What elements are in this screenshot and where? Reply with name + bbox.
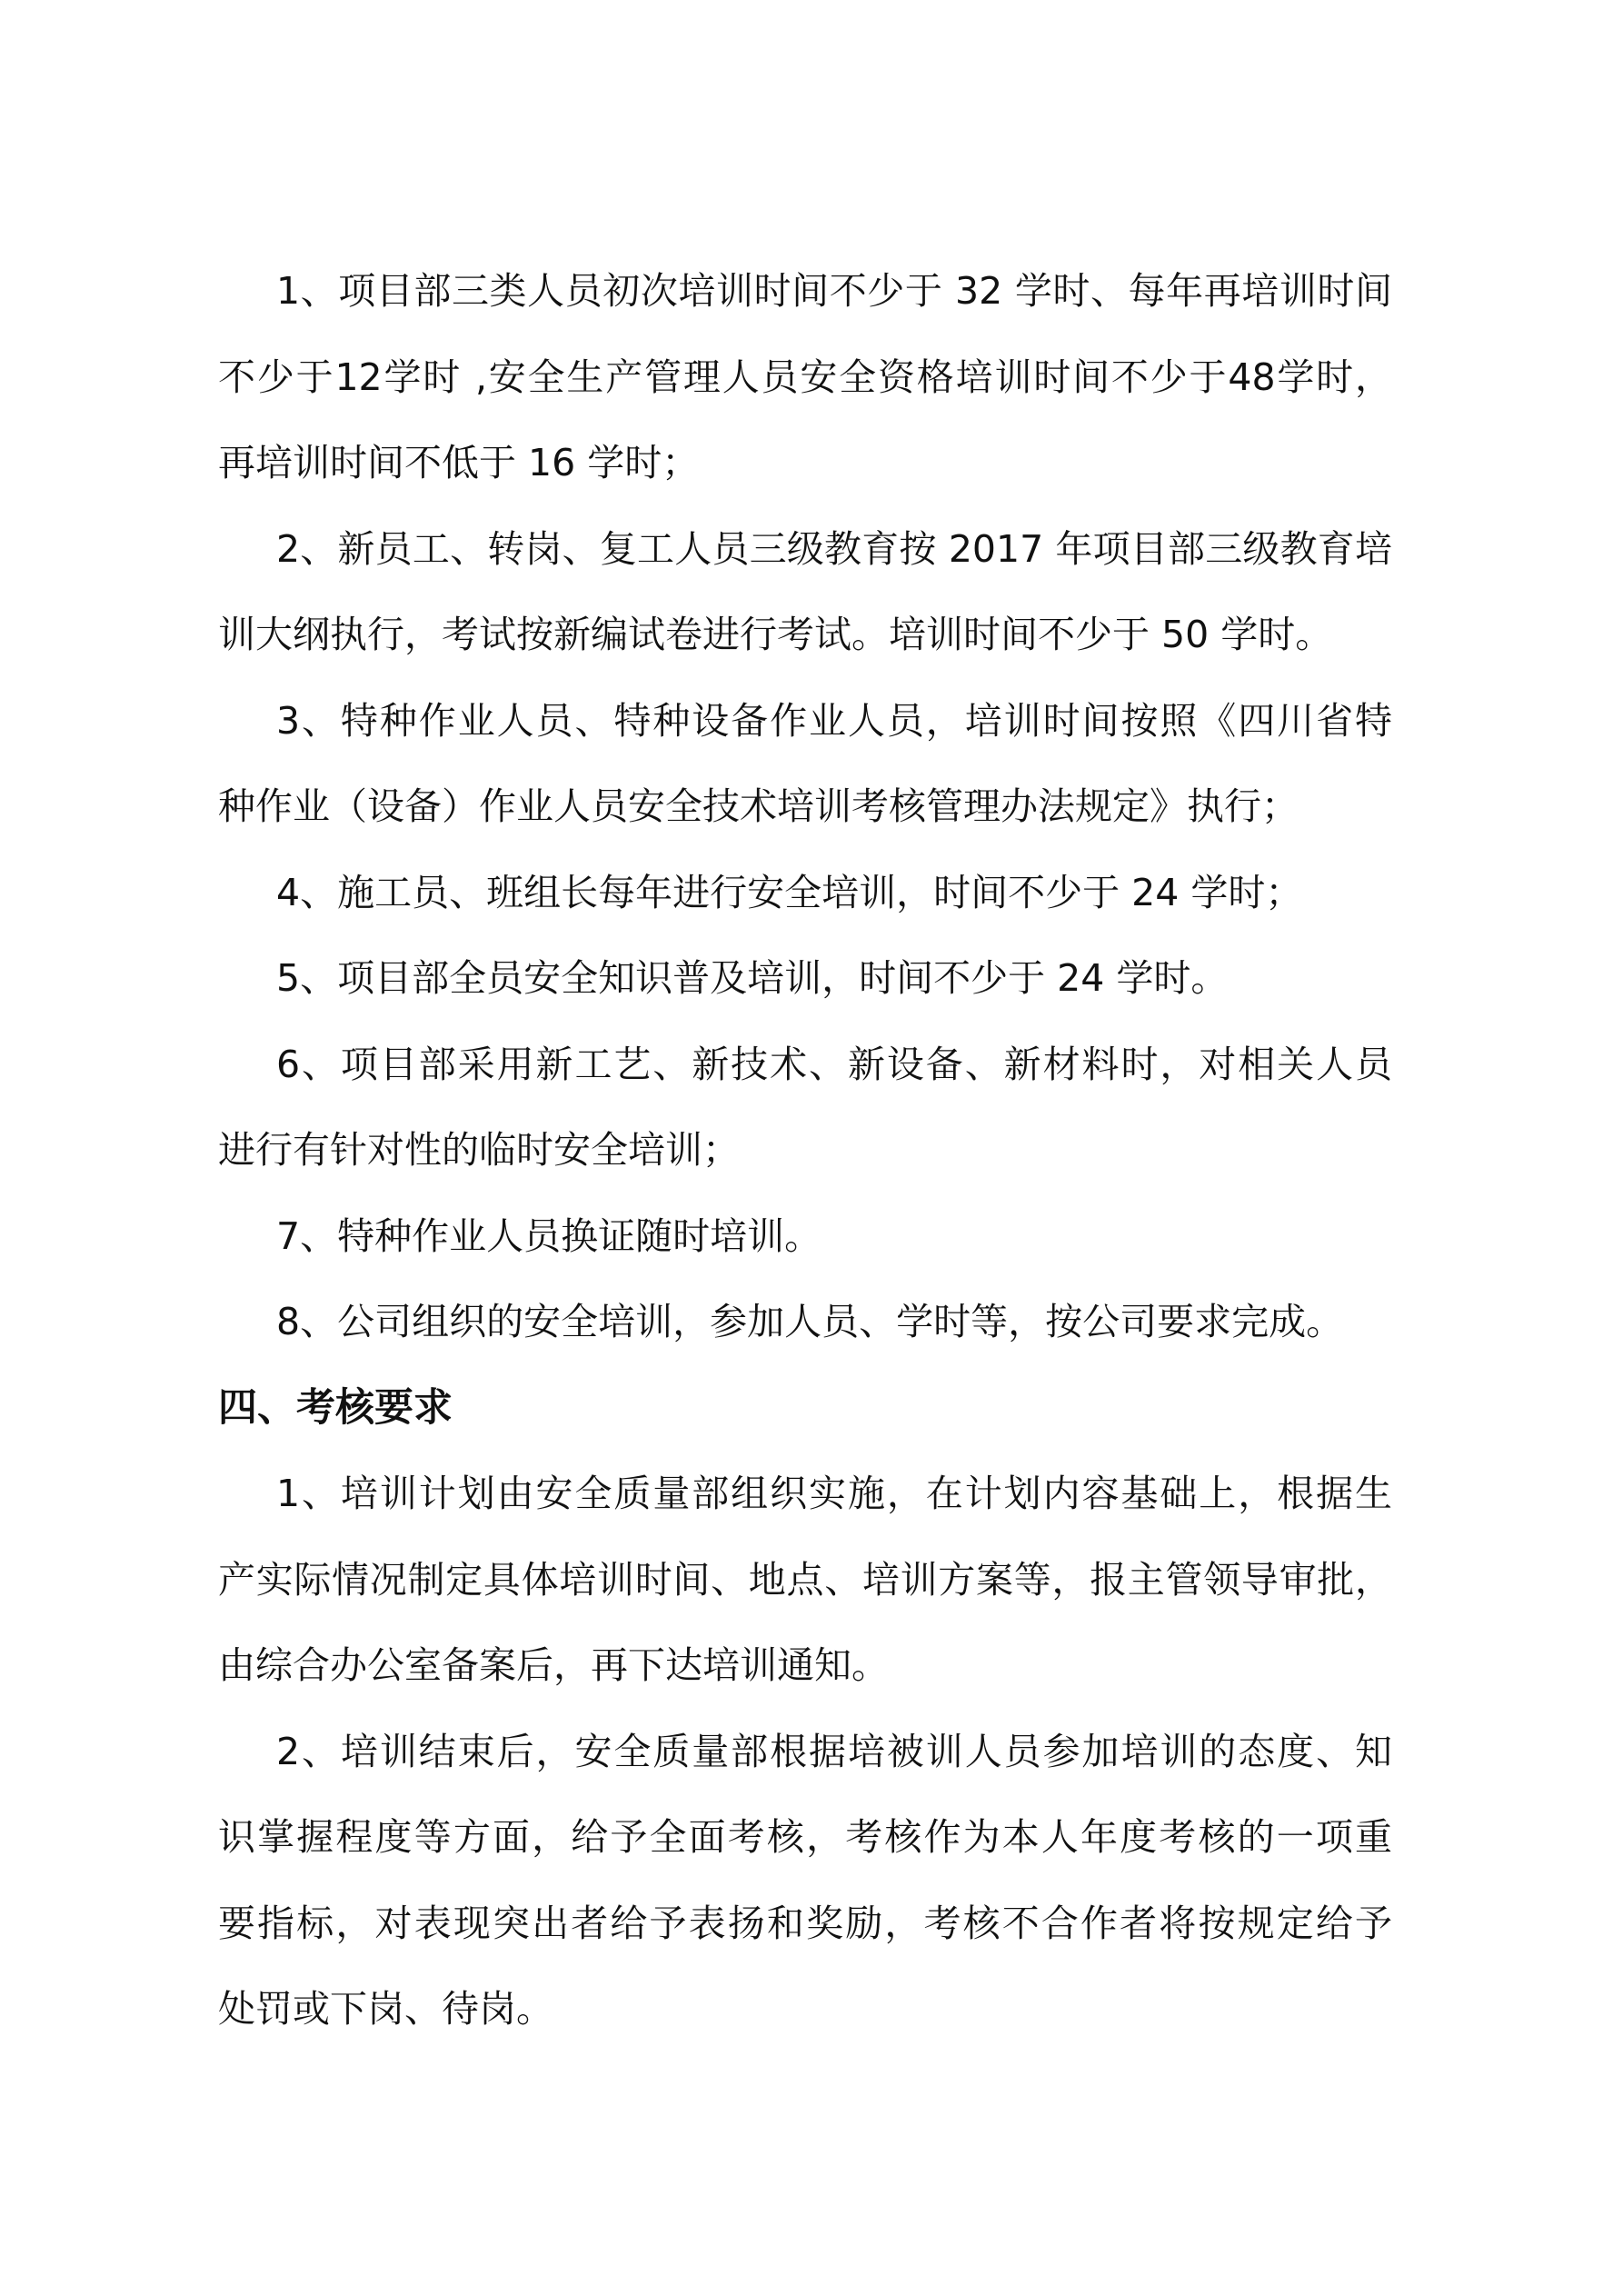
training-item-2 bbox=[218, 522, 1392, 694]
assessment-item-1 bbox=[218, 1466, 1392, 1724]
training-item-1-line-2: 不少于12学时 ,安全生产管理人员安全资格培训时间不少于48学时， bbox=[218, 354, 1392, 399]
assessment-item-2-line-2: 识掌握程度等方面，给予全面考核，考核作为本人年度考核的一项重 bbox=[218, 1815, 1392, 1859]
training-item-2-line-2: 训大纲执行，考试按新编试卷进行考试。培训时间不少于 50 学时。 bbox=[218, 613, 1333, 656]
document-page bbox=[218, 264, 1392, 2068]
assessment-item-1-line-1: 1、培训计划由安全质量部组织实施，在计划内容基础上，根据生 bbox=[276, 1472, 1392, 1515]
training-item-1-line-1: 1、项目部三类人员初次培训时间不少于 32 学时、每年再培训时间 bbox=[276, 269, 1392, 313]
assessment-item-1-line-2: 产实际情况制定具体培训时间、地点、培训方案等，报主管领导审批， bbox=[218, 1557, 1392, 1602]
assessment-item-2-line-4: 处罚或下岗、待岗。 bbox=[218, 1987, 553, 2031]
training-item-1-line-3: 再培训时间不低于 16 学时； bbox=[218, 441, 700, 484]
training-item-6-line-1: 6、项目部采用新工艺、新技术、新设备、新材料时，对相关人员 bbox=[276, 1042, 1392, 1086]
section-heading-text: 四、考核要求 bbox=[218, 1384, 453, 1431]
training-item-3 bbox=[218, 694, 1392, 865]
assessment-item-2-line-1: 2、培训结束后，安全质量部根据培被训人员参加培训的态度、知 bbox=[276, 1729, 1392, 1773]
training-item-5 bbox=[218, 951, 1392, 1037]
assessment-item-2 bbox=[218, 1724, 1392, 2068]
assessment-item-1-line-3: 由综合办公室备案后，再下达培训通知。 bbox=[218, 1643, 889, 1687]
training-item-1 bbox=[218, 264, 1392, 522]
training-item-6-line-2: 进行有针对性的临时安全培训； bbox=[218, 1128, 740, 1172]
training-item-2-line-1: 2、新员工、转岗、复工人员三级教育按 2017 年项目部三级教育培 bbox=[276, 526, 1392, 571]
training-item-8 bbox=[218, 1294, 1392, 1381]
training-item-5-line-1: 5、项目部全员安全知识普及培训，时间不少于 24 学时。 bbox=[276, 956, 1229, 1000]
training-item-3-line-2: 种作业（设备）作业人员安全技术培训考核管理办法规定》执行； bbox=[218, 784, 1299, 828]
training-item-8-line-1: 8、公司组织的安全培训，参加人员、学时等，按公司要求完成。 bbox=[276, 1300, 1344, 1343]
section-heading bbox=[218, 1381, 1392, 1467]
training-item-4 bbox=[218, 865, 1392, 952]
assessment-item-2-line-3: 要指标，对表现突出者给予表扬和奖励，考核不合作者将按规定给予 bbox=[218, 1901, 1392, 1945]
training-item-6 bbox=[218, 1037, 1392, 1209]
training-item-4-line-1: 4、施工员、班组长每年进行安全培训，时间不少于 24 学时； bbox=[276, 870, 1303, 914]
training-item-7 bbox=[218, 1209, 1392, 1295]
training-item-7-line-1: 7、特种作业人员换证随时培训。 bbox=[276, 1213, 822, 1258]
training-item-3-line-1: 3、特种作业人员、特种设备作业人员，培训时间按照《四川省特 bbox=[276, 698, 1392, 743]
